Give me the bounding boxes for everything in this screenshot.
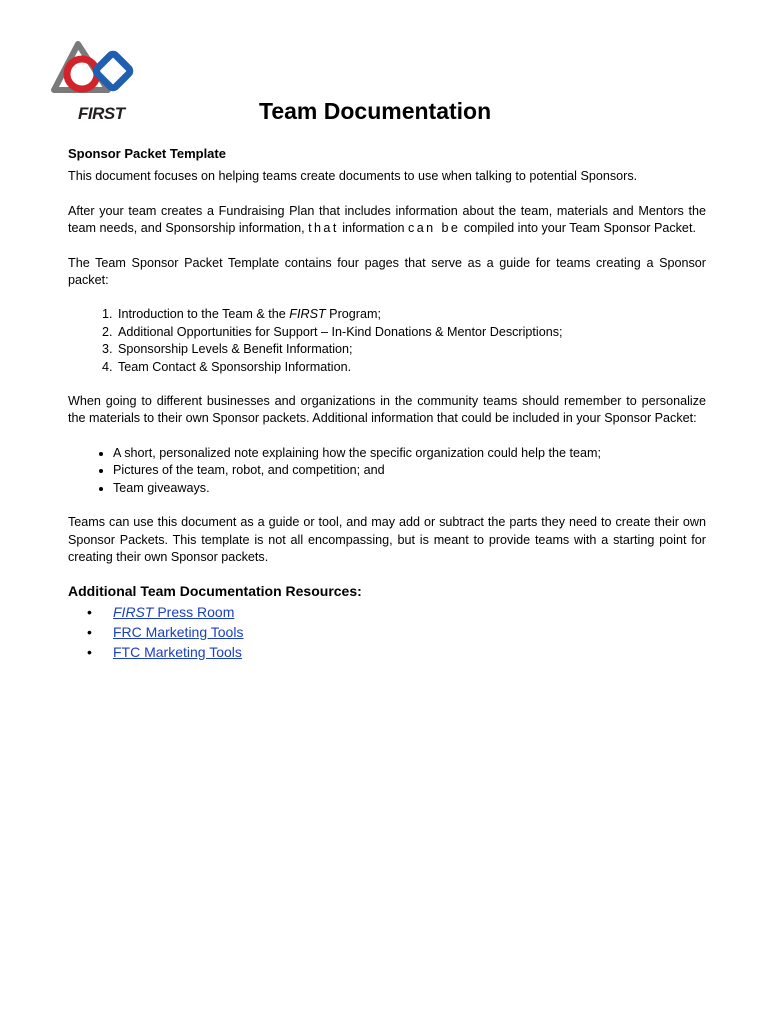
logo-circle bbox=[67, 59, 97, 89]
para2-text: information bbox=[342, 221, 405, 236]
para2-spaced-word: that bbox=[308, 221, 339, 236]
resources-list bbox=[68, 602, 706, 662]
list-item: 3. Sponsorship Levels & Benefit Information; bbox=[116, 341, 706, 358]
list-item-text: Introduction to the Team & the bbox=[118, 307, 290, 322]
para2-text: After your team creates a Fundraising Plan that includes information about the team, materials and Mentors the team needs, and Sponsorship information, bbox=[68, 203, 706, 236]
para2-spaced-word: can be bbox=[408, 221, 461, 236]
ftc-marketing-link[interactable]: FTC Marketing Tools bbox=[113, 643, 242, 660]
list-item-text: Program; bbox=[325, 307, 381, 322]
template-paragraph: The Team Sponsor Packet Template contains four pages that serve as a guide for teams creating a Sponsor packet: bbox=[68, 255, 706, 288]
resource-item bbox=[87, 622, 706, 642]
list-item: • Team giveaways. bbox=[113, 480, 706, 497]
list-item: • A short, personalized note explaining how the specific organization could help the team; bbox=[113, 445, 706, 462]
resources-heading: Additional Team Documentation Resources: bbox=[68, 583, 362, 600]
list-item bbox=[116, 306, 706, 323]
bullet-icon: • bbox=[87, 623, 92, 640]
frc-marketing-link[interactable]: FRC Marketing Tools bbox=[113, 623, 244, 640]
additional-info-list bbox=[68, 445, 706, 497]
personalize-paragraph: When going to different businesses and organizations in the community teams should remember to personalize the materials to their own Sponsor packets. Additional information that could be included in your Sponsor Packet: bbox=[68, 394, 706, 426]
list-item: 2. Additional Opportunities for Support – In-Kind Donations & Mentor Descriptions; bbox=[116, 324, 706, 341]
guide-paragraph: Teams can use this document as a guide or tool, and may add or subtract the parts they need to create their own Sponsor Packets. This template is not all encompassing, but is meant to provide teams with a starting point for creating their own Sponsor packets. bbox=[68, 515, 706, 564]
para2-text: compiled into your Team Sponsor Packet. bbox=[463, 221, 696, 236]
page-title: Team Documentation bbox=[259, 98, 492, 124]
bullet-icon: • bbox=[87, 643, 92, 660]
section-subtitle: Sponsor Packet Template bbox=[68, 146, 226, 161]
link-text: Press Room bbox=[153, 603, 235, 620]
list-item-emphasis: FIRST bbox=[289, 307, 326, 322]
fundraising-paragraph bbox=[68, 203, 706, 238]
logo-wordmark: FIRST bbox=[78, 104, 125, 123]
resource-item bbox=[87, 642, 706, 662]
bullet-icon: • bbox=[87, 603, 92, 620]
list-item: 4. Team Contact & Sponsorship Information. bbox=[116, 359, 706, 376]
intro-paragraph: This document focuses on helping teams create documents to use when talking to potential Sponsors. bbox=[68, 169, 638, 184]
list-item: • Pictures of the team, robot, and competition; and bbox=[113, 462, 706, 479]
link-emphasis: FIRST bbox=[113, 603, 154, 620]
press-room-link[interactable] bbox=[113, 604, 234, 620]
pages-list bbox=[68, 306, 706, 376]
resource-item bbox=[87, 602, 706, 622]
document-body bbox=[68, 145, 706, 662]
